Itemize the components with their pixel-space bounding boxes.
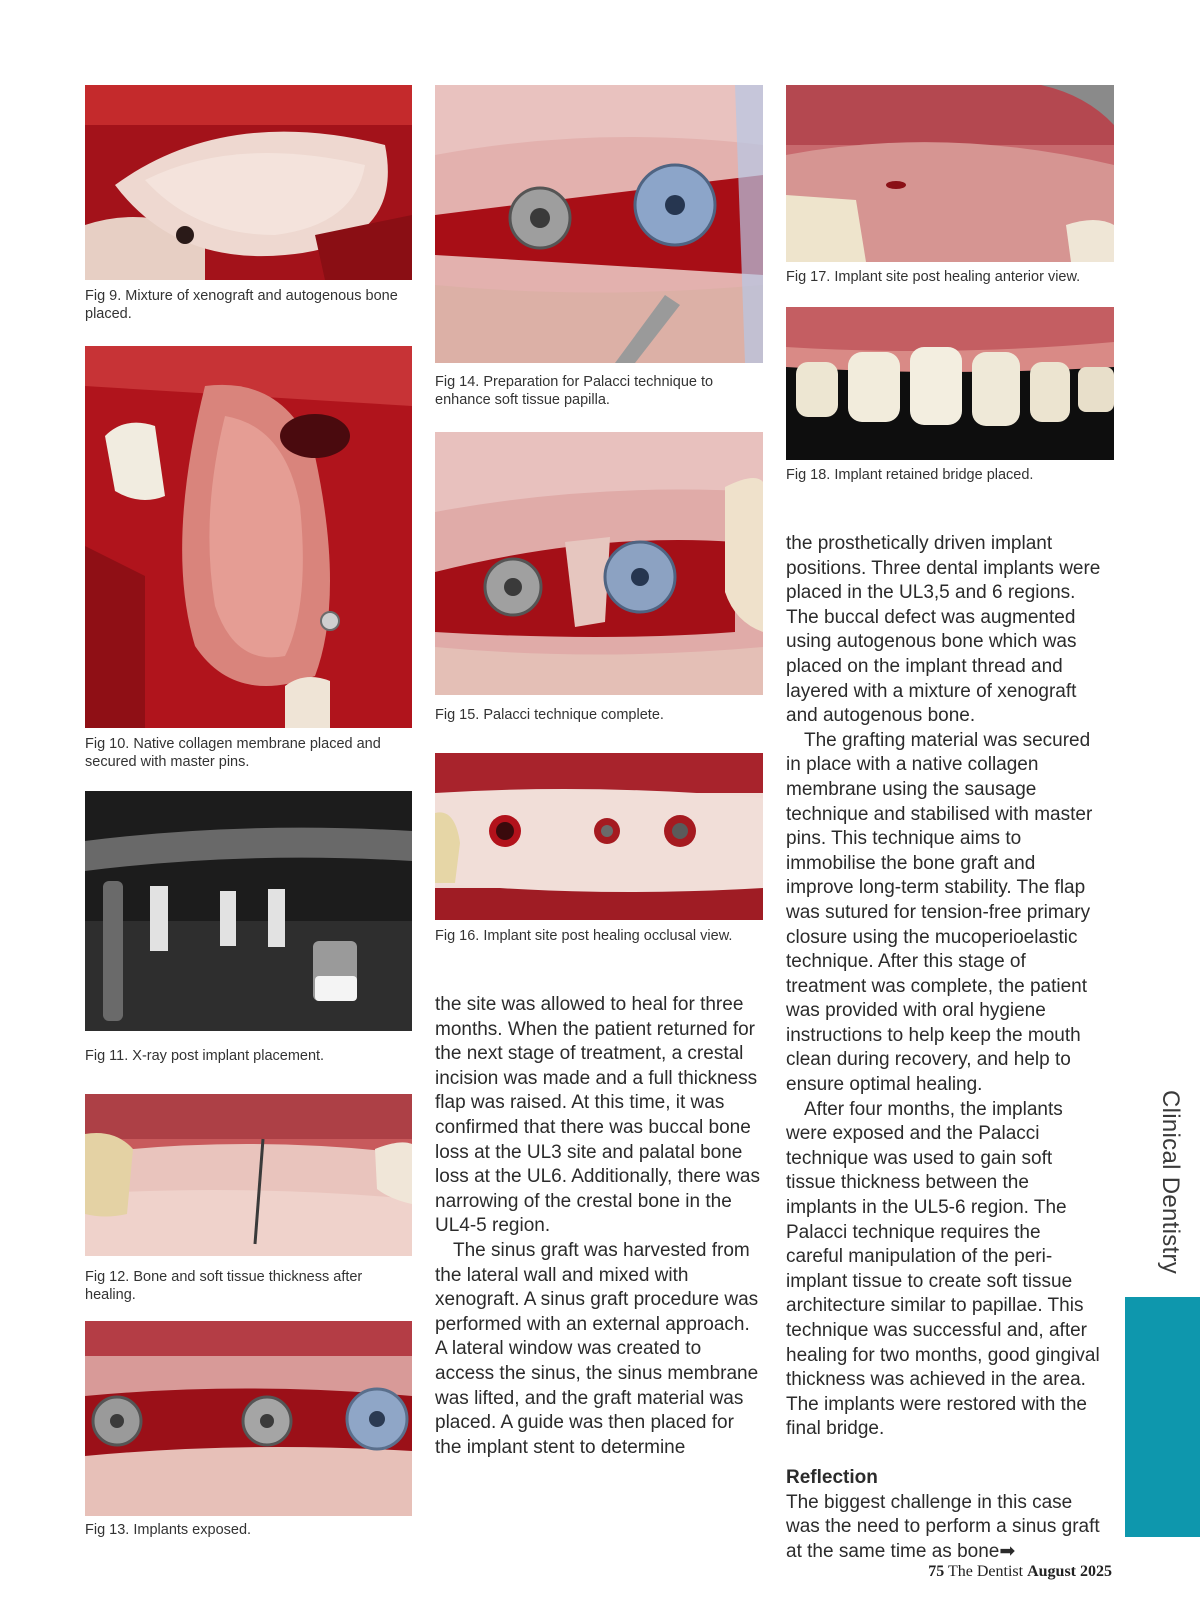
- fig14-photo: [435, 85, 763, 363]
- fig18-photo: [786, 307, 1114, 460]
- section-side-label: Clinical Dentistry: [1157, 1090, 1184, 1275]
- right-paragraph-3: After four months, the implants were exposed and the Palacci technique was used to gain soft tissue thickness between the implants in the UL5-6 region. The Palacci technique requires the careful manipulation of the peri-implant tissue to create soft tissue architecture similar to papillae. This technique was successful and, after healing for two months, good gingival thickness was achieved in the area. The implants were restored with the final bridge.: [786, 1098, 1100, 1440]
- fig17-photo: [786, 85, 1114, 262]
- fig10-caption: Fig 10. Native collagen membrane placed and secured with master pins.: [85, 736, 381, 770]
- fig14-caption: Fig 14. Preparation for Palacci technique to enhance soft tissue papilla.: [435, 374, 714, 408]
- fig11-photo: [85, 791, 412, 1031]
- fig16-caption: Fig 16. Implant site post healing occlusal view.: [435, 928, 733, 944]
- fig11-caption: Fig 11. X-ray post implant placement.: [85, 1048, 325, 1064]
- middle-column-text: [435, 993, 761, 1460]
- right-column-text: [786, 532, 1101, 1564]
- fig13-photo: [85, 1321, 412, 1516]
- fig18-caption: Fig 18. Implant retained bridge placed.: [786, 467, 1034, 483]
- section-heading-reflection: Reflection: [786, 1466, 878, 1488]
- right-paragraph-2: The grafting material was secured in place with a native collagen membrane using the sausage technique and stabilised with master pins. This technique aims to immobilise the bone graft and improve long-term stability. The flap was sutured for tension-free primary closure using the mucoperioelastic technique. After this stage of treatment was complete, the patient was provided with oral hygiene instructions to help keep the mouth clean during recovery, and help to ensure optimal healing.: [786, 729, 1093, 1096]
- right-paragraph-4: The biggest challenge in this case was the need to perform a sinus graft at the same time as bone➡: [786, 1491, 1100, 1562]
- fig15-caption: Fig 15. Palacci technique complete.: [435, 707, 664, 723]
- fig17-caption: Fig 17. Implant site post healing anterior view.: [786, 269, 1081, 285]
- middle-paragraph-1: the site was allowed to heal for three months. When the patient returned for the next stage of treatment, a crestal incision was made and a full thickness flap was raised. At this time, it was confirmed that there was buccal bone loss at the UL3 site and palatal bone loss at the UL6. Additionally, there was narrowing of the crestal bone in the UL4-5 region.: [435, 994, 760, 1237]
- fig9-caption: Fig 9. Mixture of xenograft and autogenous bone placed.: [85, 288, 398, 322]
- fig9-photo: [85, 85, 412, 280]
- fig16-photo: [435, 753, 763, 920]
- page-number: 75: [928, 1563, 945, 1580]
- middle-paragraph-2: The sinus graft was harvested from the lateral wall and mixed with xenograft. A sinus graft procedure was performed with an external approach. A lateral window was created to access the sinus, the sinus membrane was lifted, and the graft material was placed. A guide was then placed for the implant stent to determine: [435, 1239, 759, 1458]
- right-paragraph-1: the prosthetically driven implant positions. Three dental implants were placed in the UL3,5 and 6 regions. The buccal defect was augmented using autogenous bone which was placed on the implant thread and layered with a mixture of xenograft and autogenous bone.: [786, 533, 1101, 727]
- fig12-caption: Fig 12. Bone and soft tissue thickness after healing.: [85, 1269, 363, 1303]
- issue-date: August 2025: [1027, 1563, 1112, 1580]
- fig12-photo: [85, 1094, 412, 1256]
- section-color-tab: [1125, 1297, 1200, 1537]
- fig10-photo: [85, 346, 412, 728]
- fig15-photo: [435, 432, 763, 695]
- fig13-caption: Fig 13. Implants exposed.: [85, 1522, 252, 1538]
- page-footer: [928, 1563, 1112, 1581]
- publication-name: The Dentist: [948, 1563, 1024, 1580]
